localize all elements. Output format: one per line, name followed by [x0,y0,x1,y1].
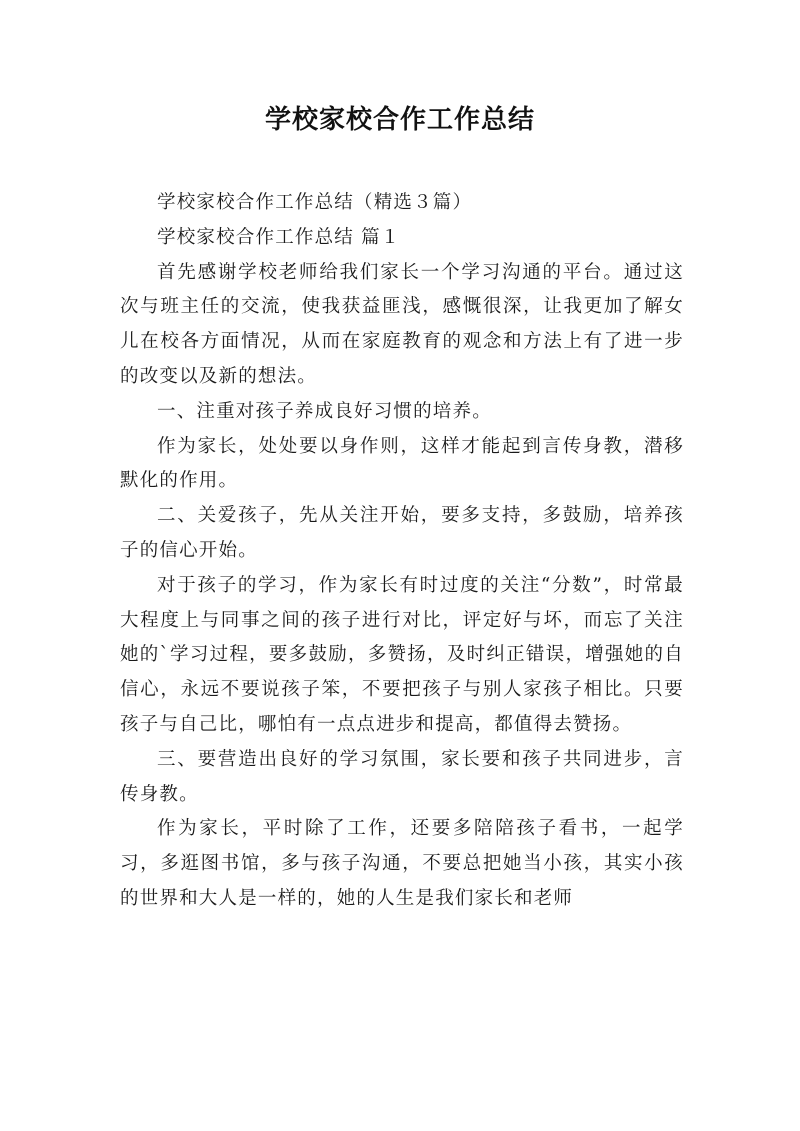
section-heading: 学校家校合作工作总结 篇１ [157,226,401,248]
document-title: 学校家校合作工作总结 [264,105,535,135]
point-heading-3: 三、要营造出良好的学习氛围，家长要和孩子共同进步，言传身教。 [120,748,684,805]
body-paragraph: 对于孩子的学习，作为家长有时过度的关注“分数”，时常最大程度上与同事之间的孩子进行对比，评定好与坏，而忘了关注她的`学习过程，要多鼓励，多赞扬，及时纠正错误，增强她的自信心，永远不要说孩子笨，不要把孩子与别人家孩子相比。只要孩子与自己比，哪怕有一点点进步和提高，都值得去赞扬。 [120,574,684,735]
point-heading-2: 二、关爱孩子，先从关注开始，要多支持，多鼓励，培养孩子的信心开始。 [120,505,684,561]
body-paragraph: 作为家长，平时除了工作，还要多陪陪孩子看书，一起学习，多逛图书馆，多与孩子沟通，不要总把她当小孩，其实小孩的世界和大人是一样的，她的人生是我们家长和老师 [120,818,684,909]
body-paragraph: 作为家长，处处要以身作则，这样才能起到言传身教，潜移默化的作用。 [120,435,684,492]
point-heading-1: 一、注重对孩子养成良好习惯的培养。 [157,400,492,422]
subtitle-paragraph: 学校家校合作工作总结（精选３篇） [157,192,473,213]
document-body [120,186,684,917]
body-paragraph: 首先感谢学校老师给我们家长一个学习沟通的平台。通过这次与班主任的交流，使我获益匪浅，感慨很深，让我更加了解女儿在校各方面情况，从而在家庭教育的观念和方法上有了进一步的改变以及新的想法。 [120,261,684,387]
